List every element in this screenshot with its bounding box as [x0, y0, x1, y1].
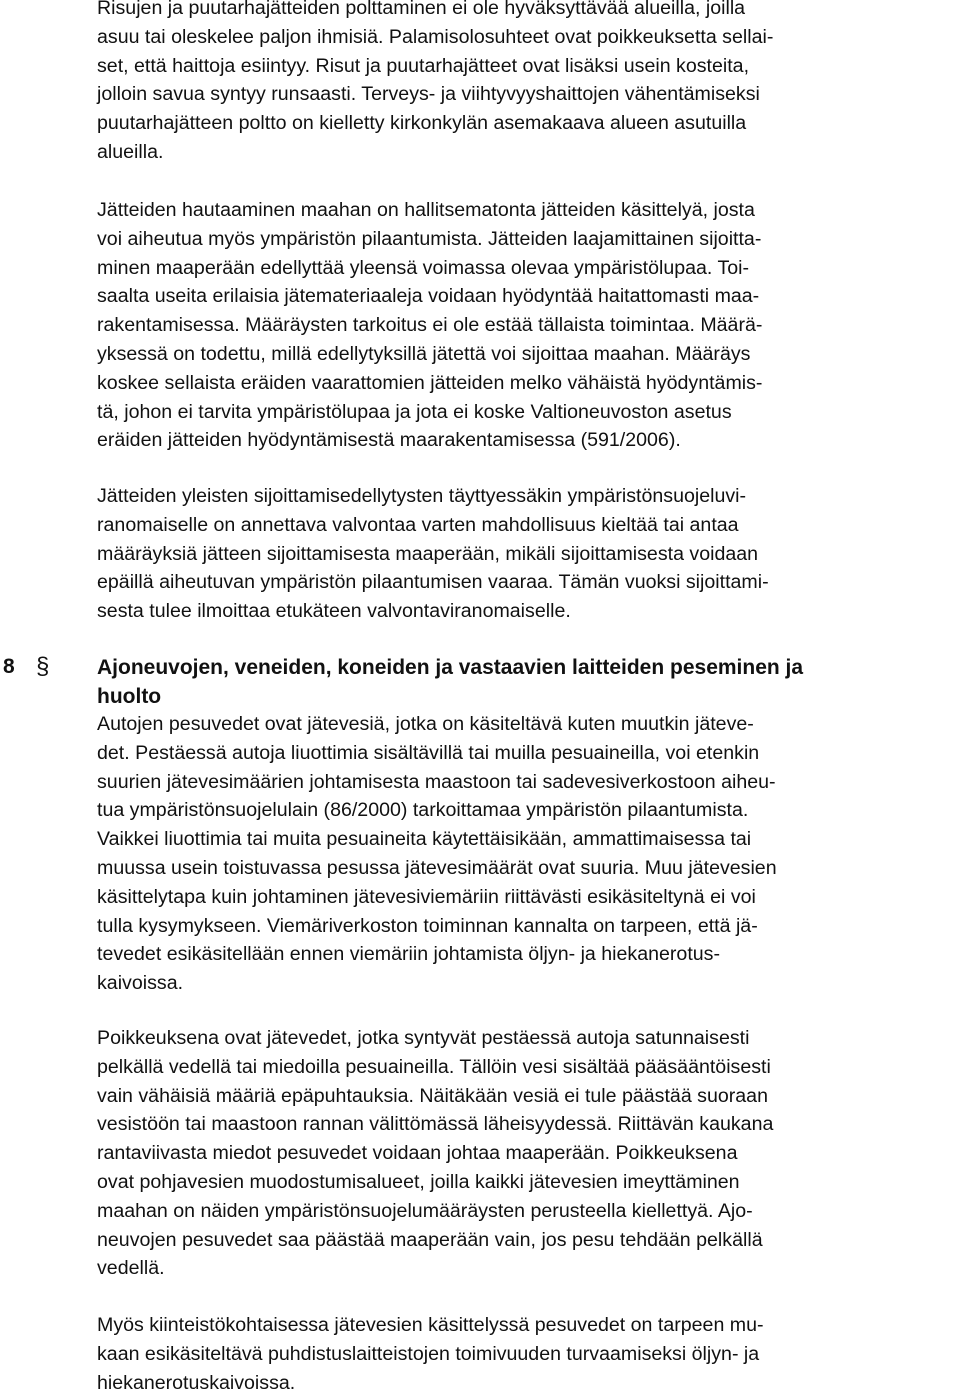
text-line: voi aiheutua myös ympäristön pilaantumista. Jätteiden laajamittainen sijoitta-	[97, 227, 762, 250]
text-line: pelkällä vedellä tai miedoilla pesuaineilla. Tällöin vesi sisältää pääsääntöisesti	[97, 1055, 771, 1078]
text-line: eräiden jätteiden hyödyntämisestä maarakentamisessa (591/2006).	[97, 429, 681, 452]
text-line: kaan esikäsiteltävä puhdistuslaitteistojen toimivuuden turvaamiseksi öljyn- ja	[97, 1342, 760, 1365]
text-line: vain vähäisiä määriä epäpuhtauksia. Näitäkään vesiä ei tule päästää suoraan	[97, 1084, 768, 1107]
paragraph-exceptions	[97, 1024, 957, 1283]
text-line: tua ympäristönsuojelulain (86/2000) tarkoittamaa ympäristön pilaantumista.	[97, 799, 749, 822]
text-line: koskee sellaista eräiden vaarattomien jätteiden melko vähäistä hyödyntämis-	[97, 371, 763, 394]
text-line: Jätteiden yleisten sijoittamisedellytysten täyttyessäkin ympäristönsuojeluvi-	[97, 485, 747, 507]
text-line: sesta tulee ilmoittaa etukäteen valvontaviranomaiselle.	[97, 600, 571, 623]
paragraph-property-treatment	[97, 1311, 957, 1397]
paragraph-car-wash-water	[97, 710, 957, 998]
text-line: Autojen pesuvedet ovat jätevesiä, jotka on käsiteltävä kuten muutkin jäteve-	[97, 713, 754, 735]
text-line: Vaikkei liuottimia tai muita pesuaineita käytettäisikään, ammattimaisessa tai	[97, 828, 752, 851]
paragraph-placement-conditions	[97, 482, 957, 626]
text-line: kaivoissa.	[97, 972, 184, 995]
text-line: yksessä on todettu, millä edellytyksillä jätettä voi sijoittaa maahan. Määräys	[97, 342, 751, 365]
text-line: suurien jätevesimäärien johtamisesta maastoon tai sadevesiverkostoon aiheu-	[97, 770, 776, 793]
section-title-line: huolto	[97, 685, 162, 708]
text-line: hiekanerotuskaivoissa.	[97, 1371, 296, 1394]
text-line: vesistöön tai maastoon rannan välittömässä läheisyydessä. Riittävän kaukana	[97, 1113, 774, 1136]
text-line: muussa usein toistuvassa pesussa jätevesimäärät ovat suuria. Muu jätevesien	[97, 856, 777, 879]
text-line: ranomaiselle on annettava valvontaa varten mahdollisuus kieltää tai antaa	[97, 513, 739, 536]
text-line: minen maaperään edellyttää yleensä voimassa olevaa ympäristölupaa. Toi-	[97, 256, 750, 279]
paragraph-burning-garden-waste	[97, 0, 957, 167]
text-line: Myös kiinteistökohtaisessa jätevesien käsittelyssä pesuvedet on tarpeen mu-	[97, 1314, 764, 1336]
text-line: tulla kysymykseen. Viemäriverkoston toiminnan kannalta on tarpeen, että jä-	[97, 914, 758, 937]
text-line: vedellä.	[97, 1257, 165, 1280]
text-line: alueilla.	[97, 140, 164, 163]
text-line: rantaviivasta miedot pesuvedet voidaan johtaa maaperään. Poikkeuksena	[97, 1142, 738, 1165]
text-line: epäillä aiheutuvan ympäristön pilaantumisen vaaraa. Tämän vuoksi sijoittami-	[97, 571, 769, 594]
text-line: jolloin savua syntyy runsaasti. Terveys- ja viihtyvyyshaittojen vähentämiseksi	[97, 83, 760, 106]
text-line: Poikkeuksena ovat jätevedet, jotka syntyvät pestäessä autoja satunnaisesti	[97, 1027, 750, 1049]
text-line: det. Pestäessä autoja liuottimia sisältävillä tai muilla pesuaineilla, voi etenkin	[97, 741, 760, 764]
section-title	[97, 653, 957, 711]
text-line: ovat pohjavesien muodostumisalueet, joilla kaikki jätevesien imeyttäminen	[97, 1170, 740, 1193]
text-line: puutarhajätteen poltto on kielletty kirkonkylän asemakaava alueen asutuilla	[97, 112, 747, 135]
text-line: maahan on näiden ympäristönsuojelumääräysten perusteella kiellettyä. Ajo-	[97, 1199, 753, 1222]
text-line: rakentamisessa. Määräysten tarkoitus ei ole estää tällaista toimintaa. Määrä-	[97, 314, 763, 337]
section-number: 8	[3, 655, 15, 678]
section-symbol: §	[36, 653, 50, 680]
text-line: käsittelytapa kuin johtaminen jätevesiviemäriin riittävästi esikäsiteltynä ei voi	[97, 885, 756, 908]
text-line: tevedet esikäsitellään ennen viemäriin johtamista öljyn- ja hiekanerotus-	[97, 943, 720, 966]
text-line: saalta useita erilaisia jätemateriaaleja voidaan hyödyntää haitattomasti maa-	[97, 285, 760, 308]
text-line: Risujen ja puutarhajätteiden polttaminen ei ole hyväksyttävää alueilla, joilla	[97, 0, 746, 19]
text-line: neuvojen pesuvedet saa päästää maaperään vain, jos pesu tehdään pelkällä	[97, 1228, 763, 1251]
text-line: tä, johon ei tarvita ympäristölupaa ja jota ei koske Valtioneuvoston asetus	[97, 400, 732, 423]
text-line: set, että haittoja esiintyy. Risut ja puutarhajätteet ovat lisäksi usein kosteita,	[97, 54, 750, 77]
section-title-line: Ajoneuvojen, veneiden, koneiden ja vastaavien laitteiden peseminen ja	[97, 656, 804, 679]
text-line: Jätteiden hautaaminen maahan on hallitsematonta jätteiden käsittelyä, josta	[97, 199, 755, 221]
text-line: asuu tai oleskelee paljon ihmisiä. Palamisolosuhteet ovat poikkeuksetta sellai-	[97, 25, 774, 48]
text-line: määräyksiä jätteen sijoittamisesta maaperään, mikäli sijoittamisesta voidaan	[97, 542, 759, 565]
paragraph-burying-waste	[97, 196, 957, 455]
